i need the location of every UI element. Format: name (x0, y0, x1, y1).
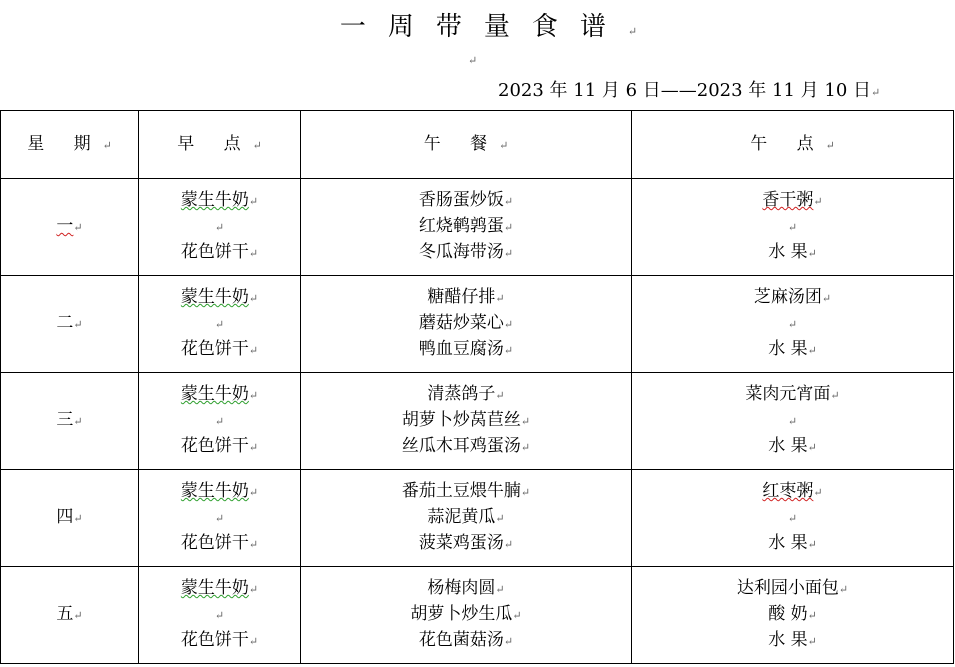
paragraph-mark-icon: ↵ (73, 512, 83, 525)
snack-item-text: 酸 奶 (768, 604, 808, 624)
paragraph-mark-icon: ↵ (871, 86, 881, 99)
breakfast-item (139, 214, 300, 240)
paragraph-mark-icon: ↵ (248, 292, 259, 305)
lunch-item (301, 311, 631, 337)
header-lunch (301, 111, 632, 179)
snack-item-text: 芝麻汤团 (753, 287, 822, 307)
paragraph-mark-icon: ↵ (495, 292, 505, 305)
lunch-item-text: 胡萝卜炒莴苣丝 (401, 410, 521, 430)
breakfast-item (139, 311, 300, 337)
lunch-item-text: 冬瓜海带汤 (418, 242, 504, 262)
breakfast-cell (139, 373, 301, 470)
paragraph-mark-icon: ↵ (813, 486, 823, 499)
day-label: 四 (56, 507, 74, 527)
lunch-item-text: 杨梅肉圆 (427, 578, 496, 598)
snack-item (632, 505, 953, 531)
breakfast-item-text: 花色饼干 (180, 436, 249, 456)
snack-item (632, 576, 953, 602)
paragraph-mark-icon: ↵ (102, 138, 112, 152)
breakfast-item (139, 628, 300, 654)
paragraph-mark-icon: ↵ (787, 318, 798, 331)
breakfast-item (139, 479, 300, 505)
lunch-item-text: 菠菜鸡蛋汤 (418, 533, 504, 553)
date-range-text: 2023 年 11 月 6 日——2023 年 11 月 10 日 (498, 80, 871, 101)
breakfast-item (139, 434, 300, 460)
paragraph-mark-icon: ↵ (248, 389, 259, 402)
lunch-item (301, 434, 631, 460)
breakfast-item-text: 蒙生牛奶 (180, 190, 249, 210)
snack-item-text: 达利园小面包 (736, 578, 839, 598)
snack-item (632, 188, 953, 214)
lunch-item (301, 505, 631, 531)
snack-cell (632, 373, 954, 470)
menu-table (0, 110, 954, 664)
breakfast-item-text: 花色饼干 (180, 242, 249, 262)
title-text: 一周带量食谱 (339, 12, 628, 42)
day-cell (1, 373, 139, 470)
lunch-item (301, 188, 631, 214)
paragraph-mark-icon: ↵ (248, 344, 259, 357)
lunch-item (301, 240, 631, 266)
paragraph-mark-icon: ↵ (495, 583, 505, 596)
paragraph-mark-icon: ↵ (248, 583, 259, 596)
snack-cell (632, 470, 954, 567)
breakfast-cell (139, 567, 301, 664)
table-row (1, 179, 954, 276)
lunch-item (301, 531, 631, 557)
paragraph-mark-icon: ↵ (73, 221, 83, 234)
breakfast-item (139, 408, 300, 434)
breakfast-item-text: 蒙生牛奶 (180, 287, 249, 307)
snack-item (632, 285, 953, 311)
paragraph-mark-icon: ↵ (787, 221, 798, 234)
paragraph-mark-icon: ↵ (503, 221, 514, 234)
paragraph-mark-icon: ↵ (248, 247, 259, 260)
snack-cell (632, 567, 954, 664)
snack-item (632, 382, 953, 408)
paragraph-mark-icon: ↵ (807, 538, 817, 551)
snack-item (632, 602, 953, 628)
paragraph-mark-icon: ↵ (807, 247, 817, 260)
snack-item-text: 香干粥 (762, 190, 814, 210)
lunch-item-text: 丝瓜木耳鸡蛋汤 (401, 436, 521, 456)
header-label: 午 餐 (423, 133, 500, 154)
table-row (1, 373, 954, 470)
lunch-item-text: 糖醋仔排 (427, 287, 496, 307)
lunch-item (301, 214, 631, 240)
lunch-item (301, 576, 631, 602)
paragraph-mark-icon: ↵ (503, 247, 514, 260)
lunch-item (301, 479, 631, 505)
day-label: 二 (56, 313, 74, 333)
breakfast-item (139, 505, 300, 531)
paragraph-mark-icon: ↵ (248, 195, 259, 208)
empty-paragraph-mark-icon: ↵ (468, 54, 478, 67)
paragraph-mark-icon: ↵ (520, 441, 531, 454)
breakfast-item-text: 花色饼干 (180, 533, 249, 553)
snack-item (632, 479, 953, 505)
paragraph-mark-icon: ↵ (73, 415, 83, 428)
breakfast-item (139, 382, 300, 408)
snack-item (632, 628, 953, 654)
table-row (1, 470, 954, 567)
snack-item-text: 红枣粥 (762, 481, 814, 501)
lunch-item-text: 鸭血豆腐汤 (418, 339, 504, 359)
snack-item (632, 240, 953, 266)
day-label: 三 (56, 410, 74, 430)
paragraph-mark-icon: ↵ (214, 512, 225, 525)
lunch-item (301, 628, 631, 654)
header-label: 早 点 (177, 133, 253, 154)
header-snack (632, 111, 954, 179)
breakfast-item-text: 蒙生牛奶 (180, 384, 249, 404)
lunch-item-text: 红烧鹌鹑蛋 (418, 216, 504, 236)
paragraph-mark-icon: ↵ (787, 415, 798, 428)
paragraph-mark-icon: ↵ (499, 138, 509, 152)
lunch-item-text: 蒜泥黄瓜 (427, 507, 496, 527)
paragraph-mark-icon: ↵ (214, 415, 225, 428)
paragraph-mark-icon: ↵ (503, 538, 514, 551)
paragraph-mark-icon: ↵ (73, 609, 83, 622)
snack-item (632, 311, 953, 337)
header-weekday (1, 111, 139, 179)
paragraph-mark-icon: ↵ (807, 441, 817, 454)
table-row (1, 567, 954, 664)
paragraph-mark-icon: ↵ (813, 195, 823, 208)
lunch-item (301, 602, 631, 628)
paragraph-mark-icon: ↵ (503, 195, 514, 208)
lunch-cell (301, 470, 632, 567)
breakfast-item (139, 188, 300, 214)
snack-item-text: 水 果 (768, 339, 808, 359)
paragraph-mark-icon: ↵ (787, 512, 798, 525)
day-cell (1, 276, 139, 373)
date-range (498, 76, 880, 102)
lunch-item (301, 408, 631, 434)
paragraph-mark-icon: ↵ (512, 609, 522, 622)
paragraph-mark-icon: ↵ (807, 344, 817, 357)
paragraph-mark-icon: ↵ (520, 415, 531, 428)
breakfast-cell (139, 179, 301, 276)
lunch-item (301, 382, 631, 408)
breakfast-item-text: 花色饼干 (180, 630, 249, 650)
breakfast-item (139, 285, 300, 311)
breakfast-item (139, 531, 300, 557)
snack-cell (632, 179, 954, 276)
breakfast-item (139, 602, 300, 628)
paragraph-mark-icon: ↵ (214, 609, 225, 622)
lunch-cell (301, 567, 632, 664)
paragraph-mark-icon: ↵ (248, 441, 259, 454)
paragraph-mark-icon: ↵ (838, 583, 849, 596)
table-header-row (1, 111, 954, 179)
breakfast-item-text: 蒙生牛奶 (180, 481, 249, 501)
page-title (0, 6, 955, 43)
lunch-item-text: 番茄土豆煨牛腩 (401, 481, 521, 501)
breakfast-item-text: 花色饼干 (180, 339, 249, 359)
paragraph-mark-icon: ↵ (627, 25, 638, 38)
paragraph-mark-icon: ↵ (825, 138, 835, 152)
lunch-item-text: 清蒸鸽子 (427, 384, 496, 404)
paragraph-mark-icon: ↵ (495, 389, 505, 402)
paragraph-mark-icon: ↵ (830, 389, 840, 402)
day-label: 一 (56, 216, 74, 236)
lunch-item (301, 285, 631, 311)
paragraph-mark-icon: ↵ (495, 512, 505, 525)
paragraph-mark-icon: ↵ (807, 609, 817, 622)
snack-item-text: 水 果 (768, 533, 808, 553)
lunch-item (301, 337, 631, 363)
breakfast-cell (139, 470, 301, 567)
snack-item (632, 214, 953, 240)
header-breakfast (139, 111, 301, 179)
day-cell (1, 179, 139, 276)
paragraph-mark-icon: ↵ (503, 344, 514, 357)
paragraph-mark-icon: ↵ (73, 318, 83, 331)
day-cell (1, 470, 139, 567)
paragraph-mark-icon: ↵ (503, 318, 514, 331)
lunch-item-text: 胡萝卜炒生瓜 (410, 604, 513, 624)
snack-item-text: 水 果 (768, 242, 808, 262)
paragraph-mark-icon: ↵ (248, 635, 259, 648)
lunch-cell (301, 276, 632, 373)
paragraph-mark-icon: ↵ (248, 538, 259, 551)
day-cell (1, 567, 139, 664)
paragraph-mark-icon: ↵ (520, 486, 531, 499)
paragraph-mark-icon: ↵ (821, 292, 832, 305)
paragraph-mark-icon: ↵ (248, 486, 259, 499)
snack-item (632, 434, 953, 460)
snack-item-text: 水 果 (768, 630, 808, 650)
header-label: 星 期 (27, 133, 103, 154)
lunch-cell (301, 179, 632, 276)
paragraph-mark-icon: ↵ (807, 635, 817, 648)
paragraph-mark-icon: ↵ (252, 138, 262, 152)
snack-item-text: 菜肉元宵面 (745, 384, 831, 404)
day-label: 五 (56, 604, 74, 624)
breakfast-item-text: 蒙生牛奶 (180, 578, 249, 598)
lunch-item-text: 花色菌菇汤 (418, 630, 504, 650)
snack-cell (632, 276, 954, 373)
paragraph-mark-icon: ↵ (214, 318, 225, 331)
paragraph-mark-icon: ↵ (214, 221, 225, 234)
lunch-cell (301, 373, 632, 470)
paragraph-mark-icon: ↵ (503, 635, 514, 648)
breakfast-item (139, 337, 300, 363)
table-row (1, 276, 954, 373)
breakfast-cell (139, 276, 301, 373)
header-label: 午 点 (750, 133, 826, 154)
breakfast-item (139, 576, 300, 602)
breakfast-item (139, 240, 300, 266)
snack-item (632, 408, 953, 434)
lunch-item-text: 香肠蛋炒饭 (418, 190, 504, 210)
snack-item (632, 531, 953, 557)
lunch-item-text: 蘑菇炒菜心 (418, 313, 504, 333)
snack-item-text: 水 果 (768, 436, 808, 456)
snack-item (632, 337, 953, 363)
